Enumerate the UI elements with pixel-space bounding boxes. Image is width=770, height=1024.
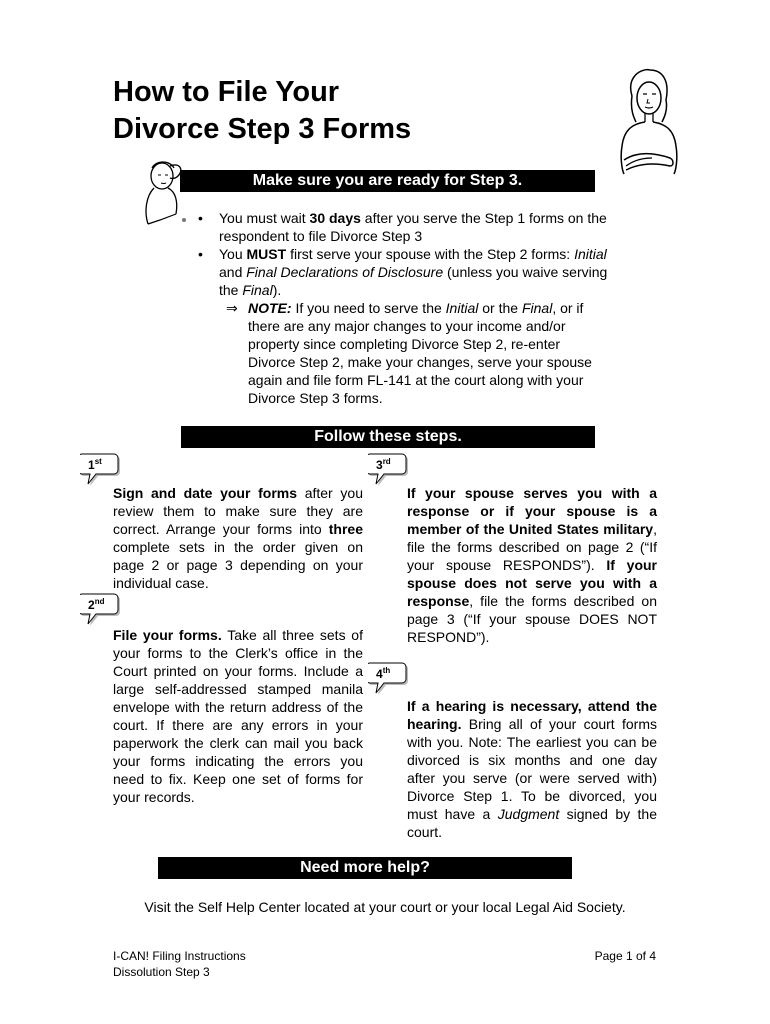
text: or the xyxy=(478,300,522,316)
step-4-text xyxy=(407,697,657,841)
woman-arms-crossed-illustration xyxy=(612,66,682,176)
text: complete sets in the order given on page 2 or page 3 depending on your individual case. xyxy=(113,539,363,591)
footer-left xyxy=(113,948,246,980)
text: You xyxy=(219,246,247,262)
banner-ready: Make sure you are ready for Step 3. xyxy=(180,170,595,192)
step-number: 2nd xyxy=(88,597,105,612)
text: Bring all of your court forms with you. Note: The earliest you can be divorced is six months and one day after you serve (or were served with) Divorce Step 1. To be divorced, you must have a xyxy=(407,716,657,822)
text: first serve your spouse with the Step 2 forms: xyxy=(286,246,575,262)
visit-text: Visit the Self Help Center located at your court or your local Legal Aid Society. xyxy=(144,899,626,915)
bold-text: Sign and date your forms xyxy=(113,485,298,501)
italic-text: Judgment xyxy=(497,806,560,822)
step-2-text xyxy=(113,626,363,806)
bold-text: three xyxy=(328,521,363,537)
note-label: NOTE: xyxy=(248,300,292,316)
italic-text: Initial xyxy=(574,246,607,262)
text: and xyxy=(219,264,247,280)
text: , or if there are any major changes to your income and/or property since completing Divorce Step 2, re-enter Divorce Step 2, make your changes, serve your spouse again and file form FL-141 at the court along with your Divorce Step 3 forms. xyxy=(248,300,592,406)
text: , file the forms described on page 2 (“If your spouse RESPONDS”). xyxy=(407,521,657,573)
note-item xyxy=(198,299,608,407)
bold-text: 30 days xyxy=(309,210,361,226)
step-number: 4th xyxy=(376,666,391,681)
step-badge-1 xyxy=(80,452,120,488)
step-badge-2 xyxy=(80,592,120,628)
text: If you need to serve the xyxy=(291,300,446,316)
list-item xyxy=(198,209,608,245)
text: ). xyxy=(272,282,282,298)
title-line-2: Divorce Step 3 Forms xyxy=(113,113,412,145)
list-item xyxy=(198,245,608,299)
text: (unless you waive serving the xyxy=(219,264,608,298)
page-title xyxy=(113,74,533,148)
text: , file the forms described on page 3 (“If your spouse DOES NOT RESPOND”). xyxy=(407,593,657,645)
bullet-glyph: • xyxy=(198,210,203,226)
text: Take all three sets of your forms to the Clerk’s office in the Court printed on your forms. Include a large self-addressed stamped manila envelope with the return address of the court. If there are any errors in your paperwork the clerk can mail you back your forms indicating the errors you need to fix. Keep one set of forms for your records. xyxy=(113,627,363,805)
text: signed by the court. xyxy=(407,806,657,840)
step-badge-3 xyxy=(368,452,408,488)
bold-text: If your spouse serves you with a response or if your spouse is a member of the United States military xyxy=(407,485,657,537)
italic-text: Final xyxy=(521,300,553,316)
title-line-1: How to File Your xyxy=(113,76,340,108)
bold-text: File your forms. xyxy=(113,627,222,643)
bold-text: MUST xyxy=(246,246,287,262)
footer-line-1: I-CAN! Filing Instructions xyxy=(113,949,246,963)
text: after you review them to make sure they are correct. Arrange your forms into xyxy=(113,485,363,537)
step-1-text xyxy=(113,484,363,592)
bold-text: If a hearing is necessary, attend the hearing. xyxy=(407,698,657,732)
footer-line-2: Dissolution Step 3 xyxy=(113,965,210,979)
banner-steps: Follow these steps. xyxy=(181,426,595,448)
bullet-glyph: • xyxy=(198,246,203,262)
italic-text: Final Declarations of Disclosure xyxy=(246,264,444,280)
page-number: Page 1 of 4 xyxy=(594,949,656,963)
italic-text: Initial xyxy=(445,300,479,316)
step-badge-4 xyxy=(368,661,408,697)
italic-text: Final xyxy=(242,282,273,298)
text: after you serve the Step 1 forms on the respondent to file Divorce Step 3 xyxy=(219,210,607,244)
bold-text: If your spouse does not serve you with a response xyxy=(407,557,657,609)
step-number: 1st xyxy=(88,457,102,472)
text: You must wait xyxy=(219,210,310,226)
banner-help: Need more help? xyxy=(158,857,572,879)
thinking-man-illustration xyxy=(140,158,192,230)
arrow-icon: ⇒ xyxy=(226,300,238,316)
ready-checklist xyxy=(198,209,608,407)
step-number: 3rd xyxy=(376,457,391,472)
step-3-text xyxy=(407,484,657,646)
